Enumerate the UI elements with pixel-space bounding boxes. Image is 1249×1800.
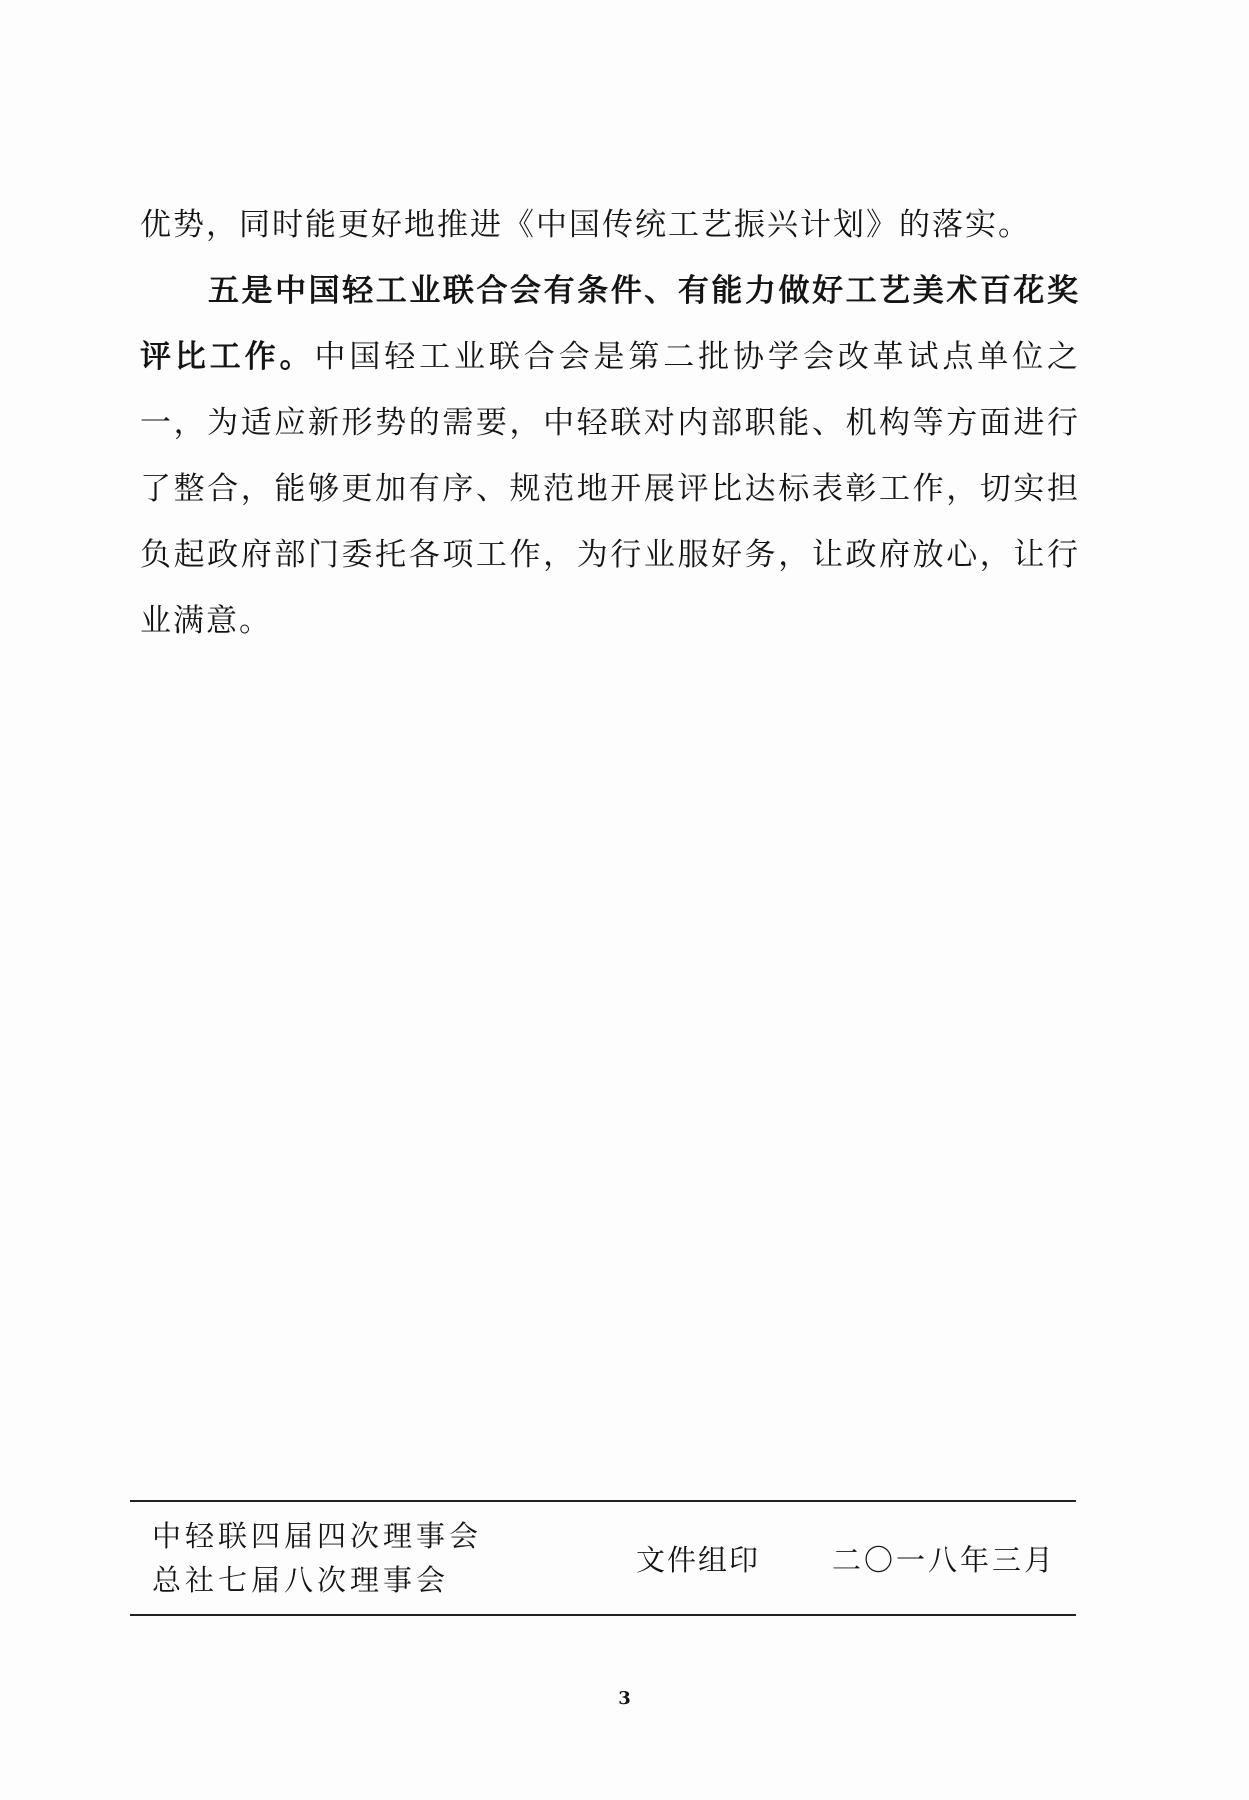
- page-number: 3: [618, 1688, 631, 1709]
- paragraph-1: [140, 192, 1080, 258]
- paragraph-2-bold-lead: 五是中国轻工业联合会有条件、有能力做好工艺美术百花奖评比工作。: [140, 273, 1080, 375]
- footer-council-2: 总社七届八次理事会: [152, 1563, 450, 1597]
- document-body: [140, 192, 1080, 654]
- footer-councils: [152, 1514, 482, 1602]
- footer-date: 二〇一八年三月: [831, 1543, 1056, 1577]
- paragraph-1-text: 优势，同时能更好地推进《中国传统工艺振兴计划》的落实。: [140, 207, 1031, 243]
- footer-printed-by: 文件组印: [636, 1543, 761, 1577]
- paragraph-2-text: 中国轻工业联合会是第二批协学会改革试点单位之一，为适应新形势的需要，中轻联对内部职能、机构等方面进行了整合，能够更加有序、规范地开展评比达标表彰工作，切实担负起政府部门委托各项工作，为行业服好务，让政府放心，让行业满意。: [140, 339, 1081, 639]
- footer-council-1: 中轻联四届四次理事会: [152, 1519, 483, 1553]
- footer-issuance-bar: [130, 1500, 1076, 1616]
- paragraph-2: [140, 258, 1080, 654]
